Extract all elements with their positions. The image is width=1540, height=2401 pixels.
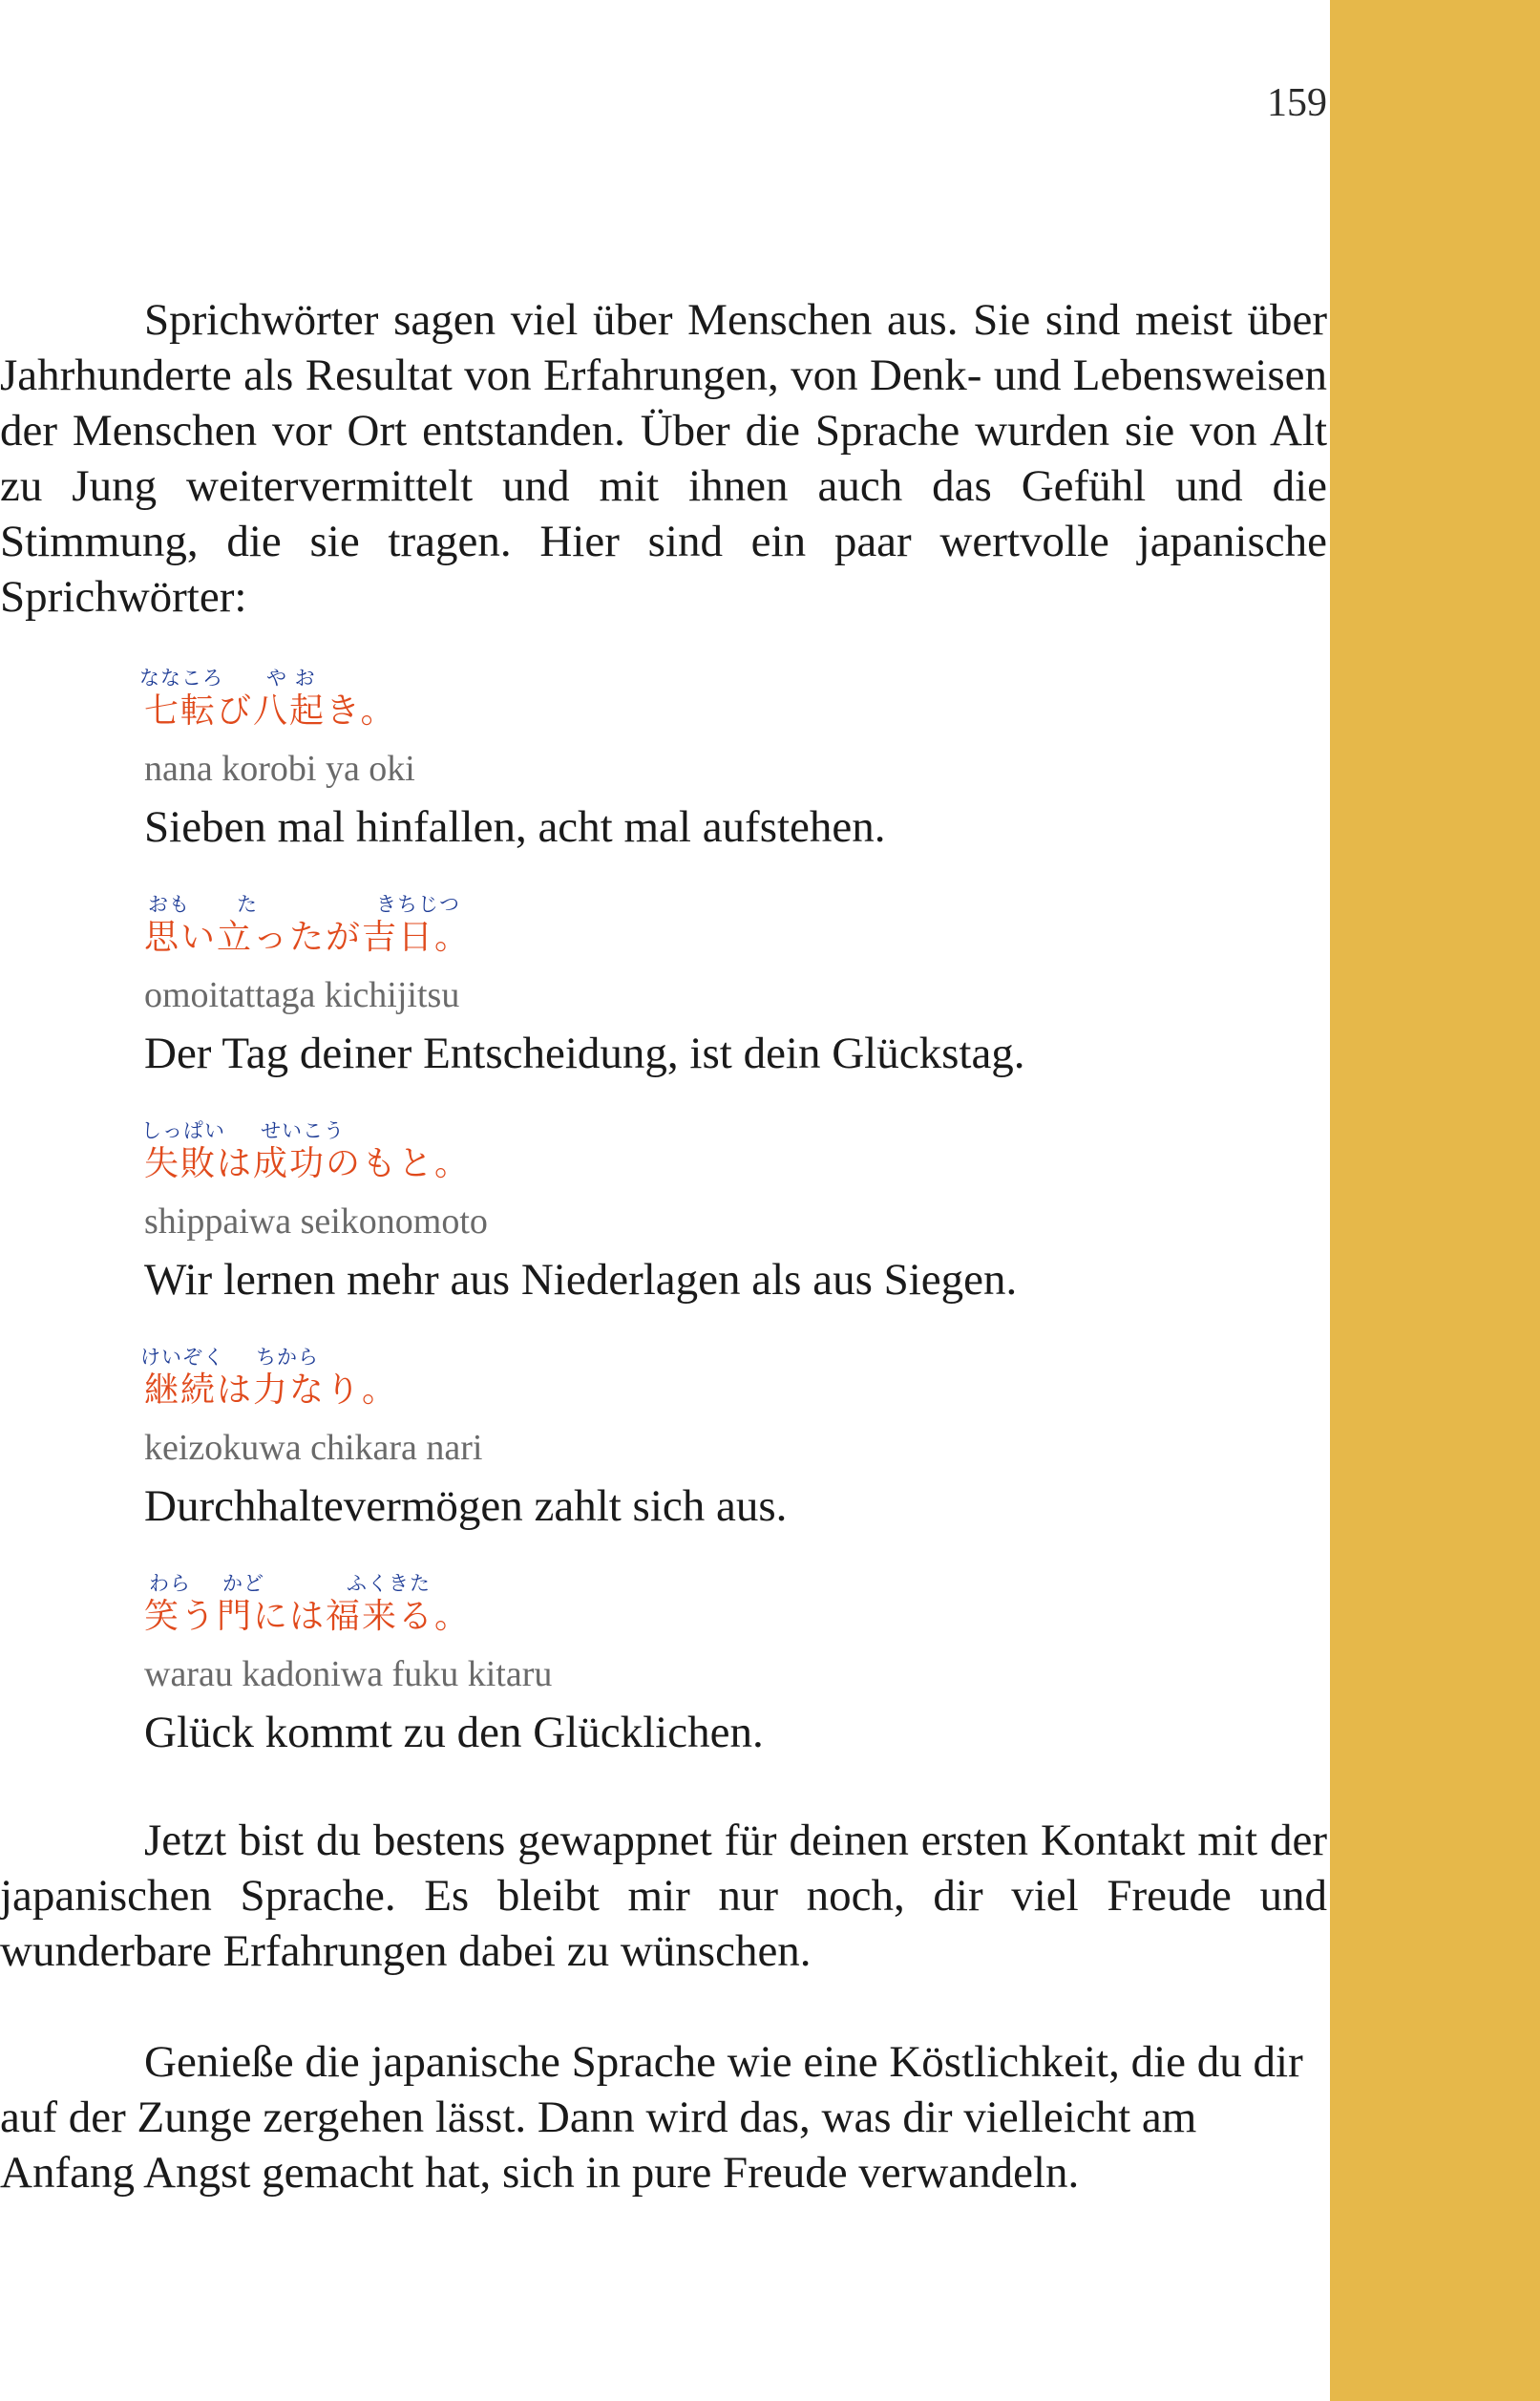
translation: Glück kommt zu den Glücklichen.: [144, 1708, 764, 1757]
closing-text: Genieße die japanische Sprache wie eine Köstlichkeit, die du dir auf der Zunge zergehen lässt. Dann wird das, was dir vielleicht am Anfang Angst gemacht hat, sich in pure Freude verwandeln.: [0, 2037, 1303, 2198]
romaji: warau kadoniwa fuku kitaru: [144, 1654, 553, 1694]
side-color-band: [1330, 0, 1540, 2401]
page-number: 159: [1267, 81, 1327, 125]
furigana: た: [237, 893, 258, 916]
japanese-proverb: 継続は力なり。: [144, 1370, 399, 1410]
closing-paragraph: [0, 1813, 1327, 1979]
proverb-block: [140, 1342, 1290, 1535]
furigana: かど: [222, 1572, 264, 1595]
romaji: omoitattaga kichijitsu: [144, 975, 460, 1015]
translation: Sieben mal hinfallen, acht mal aufstehen.: [144, 802, 886, 852]
closing-paragraph: [0, 2034, 1327, 2200]
furigana: ふくきた: [347, 1572, 431, 1595]
furigana-line: [144, 889, 1290, 914]
furigana: や お: [266, 667, 316, 690]
translation: Der Tag deiner Entscheidung, ist dein Glückstag.: [144, 1029, 1025, 1078]
furigana: きちじつ: [376, 893, 460, 916]
furigana: しっぱい: [141, 1119, 225, 1142]
romaji: keizokuwa chikara nari: [144, 1428, 483, 1468]
furigana: ちから: [256, 1346, 319, 1369]
intro-paragraph: [0, 292, 1327, 625]
furigana-line: [141, 1116, 1290, 1142]
furigana: ななころ: [139, 667, 223, 690]
japanese-proverb: 失敗は成功のもと。: [144, 1144, 472, 1183]
translation: Wir lernen mehr aus Niederlagen als aus Siegen.: [144, 1255, 1018, 1305]
proverb-block: [139, 663, 1290, 856]
proverb-block: [141, 1116, 1290, 1308]
furigana: けいぞく: [140, 1346, 224, 1369]
furigana-line: [140, 1342, 1290, 1369]
romaji: nana korobi ya oki: [144, 749, 415, 789]
romaji: shippaiwa seikonomoto: [144, 1201, 488, 1242]
proverb-block: [144, 889, 1290, 1082]
furigana: せいこう: [261, 1119, 345, 1142]
japanese-proverb: 思い立ったが吉日。: [144, 918, 472, 957]
closing-text: Jetzt bist du bestens gewappnet für deinen ersten Kontakt mit der japanischen Sprache. Es bleibt mir nur noch, dir viel Freude und wunderbare Erfahrungen dabei zu wünschen.: [0, 1816, 1327, 1976]
furigana-line: [139, 663, 1290, 690]
japanese-proverb: 七転び八起き。: [144, 691, 397, 731]
proverb-block: [144, 1568, 1290, 1761]
translation: Durchhaltevermögen zahlt sich aus.: [144, 1481, 788, 1531]
japanese-proverb: 笑う門には福来る。: [144, 1597, 472, 1636]
furigana: わら: [149, 1572, 191, 1595]
intro-text: Sprichwörter sagen viel über Menschen aus. Sie sind meist über Jahrhunderte als Resultat von Erfahrungen, von Denk- und Lebensweisen der Menschen vor Ort entstanden. Über die Sprache wurden sie von Alt zu Jung weitervermittelt und mit ihnen auch das Gefühl und die Stimmung, die sie tragen. Hier sind ein paar wertvolle japanische Sprichwörter:: [0, 295, 1327, 622]
furigana-line: [144, 1568, 1290, 1593]
furigana: おも: [148, 893, 190, 916]
